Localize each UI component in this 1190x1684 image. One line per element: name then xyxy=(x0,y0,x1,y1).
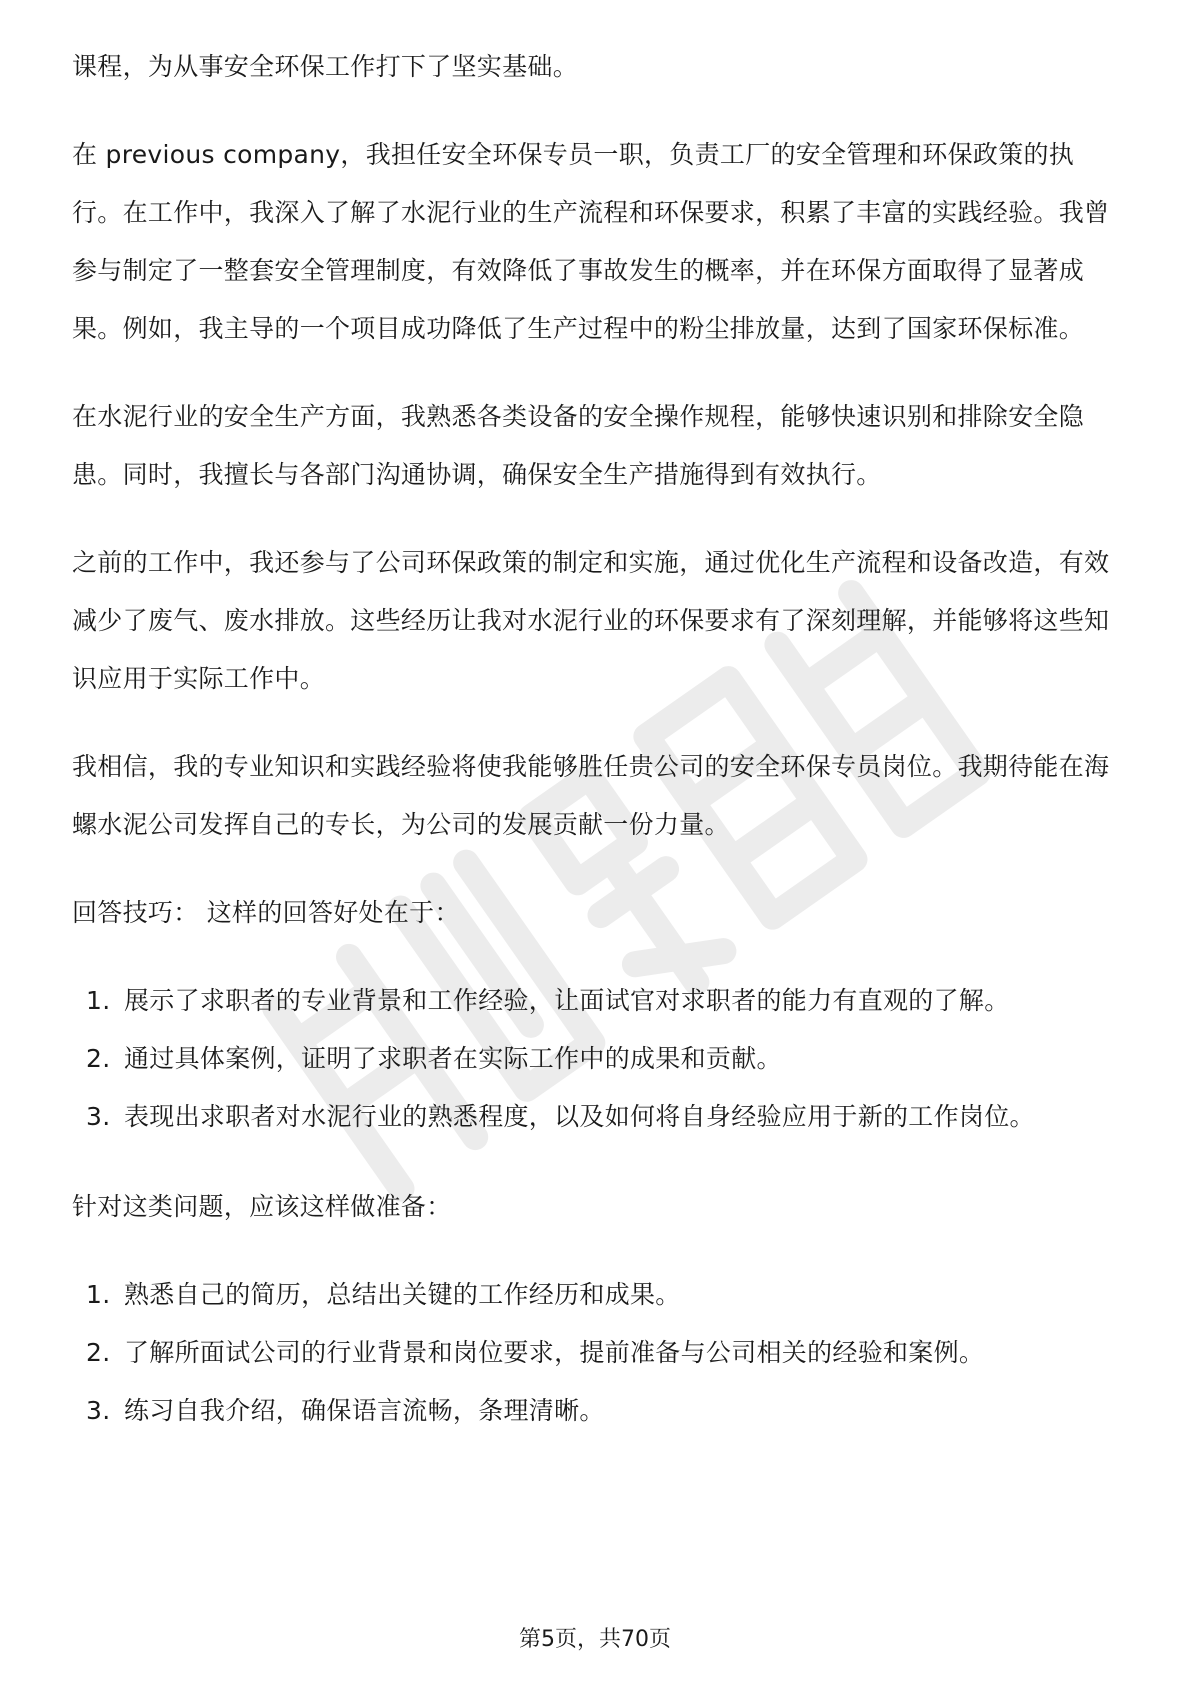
list-number: 1. xyxy=(86,1280,111,1309)
document-body xyxy=(72,38,1117,1472)
list-number: 3. xyxy=(86,1396,111,1425)
paragraph-intro-tail: 课程，为从事安全环保工作打下了坚实基础。 xyxy=(72,52,579,81)
list-number: 2. xyxy=(86,1338,111,1367)
list-item xyxy=(72,1088,1117,1146)
list-number: 1. xyxy=(86,986,111,1015)
list-text: 熟悉自己的简历，总结出关键的工作经历和成果。 xyxy=(124,1280,681,1309)
list-text: 展示了求职者的专业背景和工作经验，让面试官对求职者的能力有直观的了解。 xyxy=(124,986,1010,1015)
list-number: 2. xyxy=(86,1044,111,1073)
tips-list xyxy=(72,972,1117,1146)
paragraph-experience: 在 previous company，我担任安全环保专员一职，负责工厂的安全管理和环保政策的执行。在工作中，我深入了解了水泥行业的生产流程和环保要求，积累了丰富的实践经验。我曾参与制定了一整套安全管理制度，有效降低了事故发生的概率，并在环保方面取得了显著成果。例如，我主导的一个项目成功降低了生产过程中的粉尘排放量，达到了国家环保标准。 xyxy=(72,140,1110,343)
page-number-footer: 第5页，共70页 xyxy=(519,1627,671,1652)
prep-list xyxy=(72,1266,1117,1440)
list-number: 3. xyxy=(86,1102,111,1131)
list-text: 通过具体案例，证明了求职者在实际工作中的成果和贡献。 xyxy=(124,1044,782,1073)
tips-heading: 回答技巧： 这样的回答好处在于： xyxy=(72,898,460,927)
list-item xyxy=(72,1266,1117,1324)
list-item xyxy=(72,1382,1117,1440)
list-item xyxy=(72,1324,1117,1382)
paragraph-environment: 之前的工作中，我还参与了公司环保政策的制定和实施，通过优化生产流程和设备改造，有效减少了废气、废水排放。这些经历让我对水泥行业的环保要求有了深刻理解，并能够将这些知识应用于实际工作中。 xyxy=(72,548,1110,693)
paragraph-safety: 在水泥行业的安全生产方面，我熟悉各类设备的安全操作规程，能够快速识别和排除安全隐患。同时，我擅长与各部门沟通协调，确保安全生产措施得到有效执行。 xyxy=(72,402,1085,489)
list-text: 了解所面试公司的行业背景和岗位要求，提前准备与公司相关的经验和案例。 xyxy=(124,1338,985,1367)
prep-heading: 针对这类问题，应该这样做准备： xyxy=(72,1192,452,1221)
list-text: 练习自我介绍，确保语言流畅，条理清晰。 xyxy=(124,1396,605,1425)
list-item xyxy=(72,1030,1117,1088)
paragraph-conclusion: 我相信，我的专业知识和实践经验将使我能够胜任贵公司的安全环保专员岗位。我期待能在海螺水泥公司发挥自己的专长，为公司的发展贡献一份力量。 xyxy=(72,752,1110,839)
list-text: 表现出求职者对水泥行业的熟悉程度，以及如何将自身经验应用于新的工作岗位。 xyxy=(124,1102,1035,1131)
list-item xyxy=(72,972,1117,1030)
